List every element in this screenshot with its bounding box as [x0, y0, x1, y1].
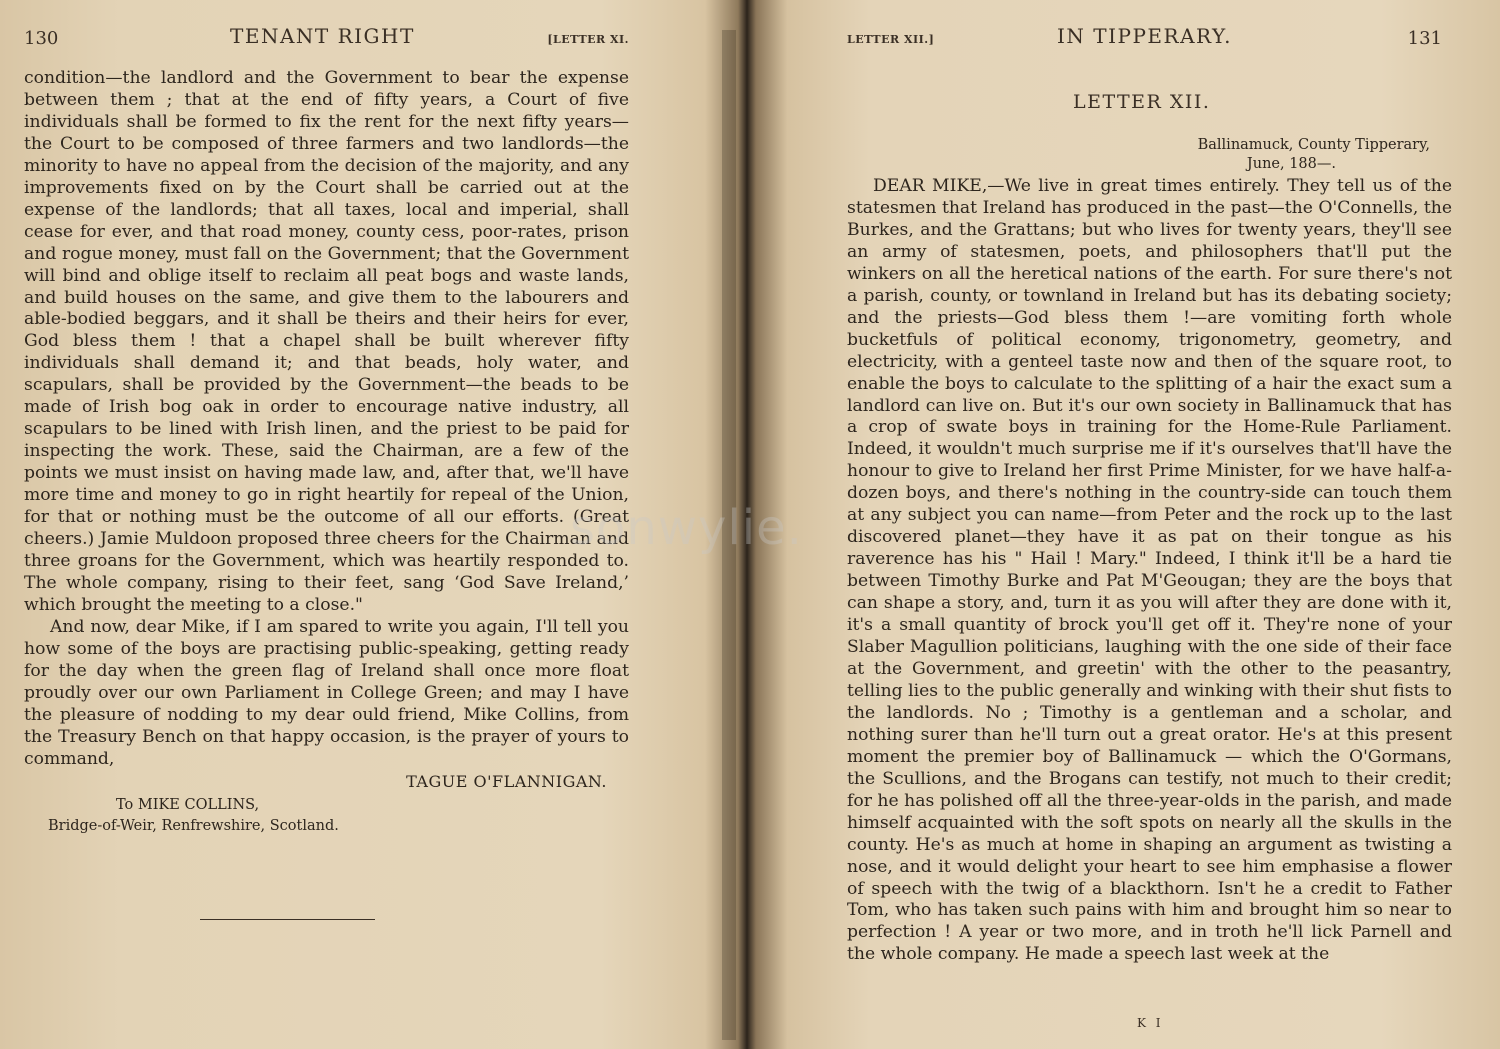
paragraph: DEAR MIKE,—We live in great times entirely. They tell us of the statesmen that Ireland has produced in the past—the O'Connells, the Burkes, and the Grattans; but who lives for twenty years, they'll see an army of statesmen, poets, and philosophers that'll put the winkers on all the heretical nations of the earth. For sure there's not a parish, county, or townland in Ireland but has its debating society; and the priests—God bless them !—are vomiting forth whole bucketfuls of political economy, trigonometry, geometry, and electricity, with a genteel taste now and then of the square root, to enable the boys to calculate to the splitting of a hair the exact sum a landlord can live on. But it's our own society in Ballinamuck that has a crop of swate boys in training for the Home-Rule Parliament. Indeed, it wouldn't much surprise me if it's ourselves that'll have the honour to give to Ireland her first Prime Minister, for we have half-a-dozen boys, and there's nothing in the country-side can touch them at any subject you can name—from Peter and the rock up to the last discovered planet—they have it as pat on their tongue as his raverence has his " Hail ! Mary." Indeed, I think it'll be a hard tie between Timothy Burke and Pat M'Geougan; they are the boys that can shape a story, and, turn it as you will after they are done with it, it's a small quantity of brock you'll get off it. They're none of your Slaber Magullion politicians, laughing with the one side of their face at the Government, and greetin' with the other to the peasantry, telling lies to the public generally and winking with their shut fists to the landlords. No ; Timothy is a gentleman and a scholar, and nothing surer than he'll turn out a great orator. He's at this present moment the premier boy of Ballinamuck — which the O'Gormans, the Scullions, and the Brogans can testify, not much to their credit; for he has polished off all the three-year-olds in the parish, and made himself acquainted with the soft spots on nearly all the skulls in the county. He's as much at home in shaping an argument as twisting a nose, and it would delight your heart to see him emphasise a flower of speech with the twig of a blackthorn. Isn't he a credit to Father Tom, who has taken such pains with him and brought him so near to perfection ! A year or two more, and in troth he'll lick Parnell and the whole company. He made a speech last week at the [847, 176, 1452, 965]
letter-title: LETTER XII. [1073, 91, 1211, 113]
addressee-name: To MIKE COLLINS, [116, 797, 260, 813]
dateline-date: June, 188—. [1246, 156, 1336, 172]
dateline-place: Ballinamuck, County Tipperary, [1197, 137, 1430, 153]
signature-mark: K I [1137, 1016, 1164, 1030]
page-number: 131 [1407, 28, 1442, 49]
addressee [48, 795, 339, 837]
right-page [755, 0, 1500, 1049]
running-head: TENANT RIGHT [230, 24, 415, 48]
left-page-header [24, 24, 629, 52]
signature: TAGUE O'FLANNIGAN. [406, 772, 607, 791]
page-number: 130 [24, 28, 59, 49]
addressee-location: Bridge-of-Weir, Renfrewshire, Scotland. [48, 818, 339, 834]
right-page-header [847, 24, 1452, 52]
paragraph: condition—the landlord and the Government to bear the expense between them ; that at the end of fifty years, a Court of five individuals shall be formed to fix the rent for the next fifty years—the Court to be composed of three farmers and two landlords—the minority to have no appeal from the decision of the majority, and any improvements fixed on by the Court shall be carried out at the expense of the landlords; that all taxes, local and imperial, shall cease for ever, and that road money, county cess, poor-rates, prison and rogue money, must fall on the Government; that the Government will bind and oblige itself to reclaim all peat bogs and waste lands, and build houses on the same, and give them to the labourers and able-bodied beggars, and it shall be theirs and their heirs for ever, God bless them ! that a chapel shall be built wherever fifty individuals shall demand it; and that beads, holy water, and scapulars, shall be provided by the Government—the beads to be made of Irish bog oak in order to encourage native industry, all scapulars to be lined with Irish linen, and the priest to be paid for inspecting the work. These, said the Chairman, are a few of the points we must insist on having made law, and, after that, we'll have more time and money to go in right heartily for repeal of the Union, for that or nothing must be the outcome of all our efforts. (Great cheers.) Jamie Muldoon proposed three cheers for the Chairman and three groans for the Government, which was heartily responded to. The whole company, rising to their feet, sang ‘God Save Ireland,’ which brought the meeting to a close." [24, 68, 629, 615]
section-rule [200, 919, 375, 920]
letter-reference: [LETTER XI. [547, 33, 629, 46]
running-head: IN TIPPERARY. [1057, 24, 1232, 48]
left-body-text [24, 68, 629, 771]
watermark: sonwylie. [570, 500, 803, 556]
right-body-text [847, 176, 1452, 966]
letter-reference: LETTER XII.] [847, 33, 935, 46]
paragraph: And now, dear Mike, if I am spared to write you again, I'll tell you how some of the boys are practising public-speaking, getting ready for the day when the green flag of Ireland shall once more float proudly over our own Parliament in College Green; and may I have the pleasure of nodding to my dear ould friend, Mike Collins, from the Treasury Bench on that happy occasion, is the prayer of yours to command, [24, 616, 629, 769]
dateline [847, 136, 1430, 174]
